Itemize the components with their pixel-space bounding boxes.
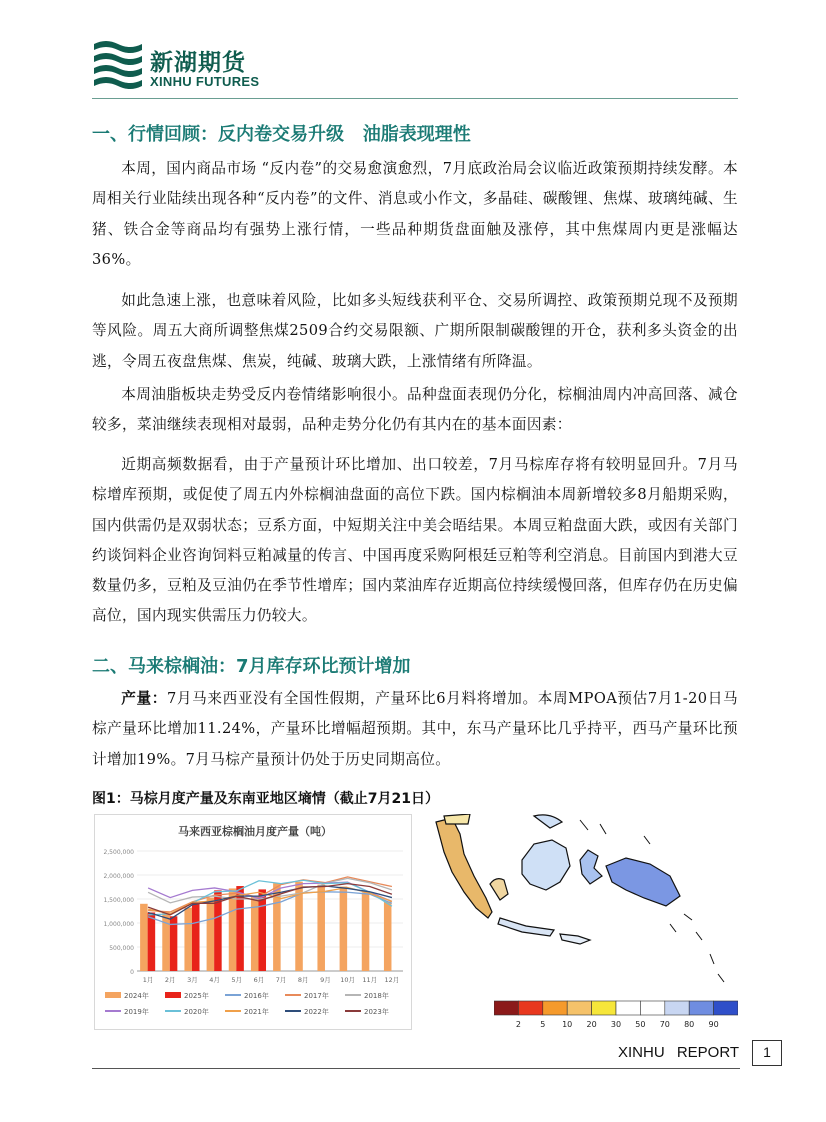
moisture-scale-label: 10 [562, 1020, 573, 1029]
chart-bar-2025年 [148, 912, 156, 971]
chart-legend-label: 2025年 [184, 992, 209, 1000]
section2-lead: 产量： [121, 690, 167, 707]
section1-paragraph-3: 本周油脂板块走势受反内卷情绪影响很小。品种盘面表现仍分化，棕榈油周内冲高回落、减仓较多，菜油继续表现相对最弱，品种走势分化仍有其内在的基本面因素： [92, 386, 738, 434]
moisture-scale-bar [494, 1000, 738, 1022]
moisture-scale-label: 50 [635, 1020, 646, 1029]
moisture-scale-label: 30 [610, 1020, 622, 1029]
chart-xtick-label: 4月 [209, 976, 220, 984]
moisture-scale-label: 2 [515, 1020, 521, 1029]
section1-paragraph-2: 如此急速上涨，也意味着风险，比如多头短线获利平仓、交易所调控、政策预期兑现不及预期等风险。周五大商所调整焦煤2509合约交易限额、广期所限制碳酸锂的开仓，获利多头资金的出逃，令周五夜盘焦煤、焦炭，纯碱、玻璃大跌，上涨情绪有所降温。 [92, 292, 738, 370]
chart-xtick-label: 1月 [142, 976, 154, 984]
soil-moisture-map-icon [430, 814, 740, 1024]
moisture-scale-label: 70 [659, 1020, 670, 1029]
chart-bar-2024年 [162, 911, 170, 971]
moisture-scale-cell [689, 1001, 713, 1015]
chart-xtick-label: 10月 [340, 976, 355, 984]
moisture-scale-cell [567, 1001, 591, 1015]
chart-bar-2024年 [384, 901, 392, 971]
moisture-scale-cell [494, 1001, 518, 1015]
chart-xtick-label: 9月 [320, 976, 331, 984]
moisture-scale-label: 80 [684, 1020, 695, 1029]
figure-caption: 图1：马棕月度产量及东南亚地区墒情（截止7月21日） [92, 791, 439, 807]
section1-heading: 一、行情回顾：反内卷交易升级 油脂表现理性 [92, 124, 471, 145]
moisture-scale-cell [640, 1001, 664, 1015]
chart-xtick-label: 11月 [362, 976, 378, 984]
section2-heading: 二、马来棕榈油：7月库存环比预计增加 [92, 656, 411, 677]
section1-paragraph-1: 本周，国内商品市场 “反内卷”的交易愈演愈烈，7月底政治局会议临近政策预期持续发酵。本周相关行业陆续出现各种“反内卷”的文件、消息或小作文，多晶硅、碳酸锂、焦煤、玻璃纯碱、生猪、铁合金等商品均有强势上涨行情，一些品种期货盘面触及涨停，其中焦煤周内更是涨幅达36%。 [92, 160, 738, 268]
chart-xtick-label: 3月 [187, 976, 198, 984]
chart-legend-label: 2024年 [124, 992, 149, 1000]
chart-xtick-label: 2月 [164, 976, 176, 984]
chart-ytick-label: 500,000 [109, 945, 134, 952]
chart-bar-2024年 [362, 892, 370, 971]
chart-legend-label: 2023年 [364, 1008, 389, 1016]
section2-paragraph-text: 7月马来西亚没有全国性假期，产量环比6月料将增加。本周MPOA预估7月1-20日马棕产量环比增加11.24%，产量环比增幅超预期。其中，东马产量环比几乎持平，西马产量环比预计增加19%。7月马棕产量预计仍处于历史同期高位。 [92, 690, 739, 768]
section1-paragraph-4: 近期高频数据看，由于产量预计环比增加、出口较差，7月马棕库存将有较明显回升。7月马棕增库预期，或促使了周五内外棕榈油盘面的高位下跌。国内棕榈油本周新增较多8月船期采购，国内供需仍是双弱状态；豆系方面，中短期关注中美会晤结果。本周豆粕盘面大跌，或因有关部门约谈饲料企业咨询饲料豆粕减量的传言、中国再度采购阿根廷豆粕等利空消息。目前国内到港大豆数量仍多，豆粕及豆油仍在季节性增库；国内菜油库存近期高位持续缓慢回落，但库存仍在历史偏高位，国内现实供需压力仍较大。 [92, 456, 738, 625]
palm-oil-production-chart [94, 814, 412, 1030]
chart-xtick-label: 6月 [253, 976, 265, 984]
header-divider [92, 98, 738, 99]
chart-bar-2025年 [258, 889, 266, 971]
moisture-scale-cell [714, 1001, 738, 1015]
chart-bar-2024年 [317, 885, 325, 971]
chart-legend-label: 2020年 [184, 1008, 209, 1016]
footer-report-label: XINHU REPORT [618, 1044, 740, 1061]
chart-legend-swatch [165, 992, 181, 998]
chart-legend-label: 2016年 [244, 992, 269, 1000]
chart-legend-label: 2019年 [124, 1008, 149, 1016]
moisture-scale-label: 5 [540, 1020, 546, 1029]
logo-english-name: XINHU FUTURES [150, 74, 260, 89]
chart-legend-label: 2018年 [364, 992, 389, 1000]
moisture-scale-cell [616, 1001, 640, 1015]
chart-xtick-label: 12月 [384, 976, 400, 984]
chart-bar-2024年 [207, 898, 215, 971]
chart-ytick-label: 2,500,000 [103, 849, 134, 856]
chart-ytick-label: 1,000,000 [103, 921, 134, 928]
logo-chinese-name: 新湖期货 [150, 50, 246, 76]
moisture-scale-cell [665, 1001, 689, 1015]
page-number: 1 [752, 1040, 782, 1066]
chart-bar-2024年 [340, 887, 348, 971]
chart-bar-2024年 [184, 908, 192, 971]
chart-bar-2024年 [229, 888, 237, 971]
moisture-scale-label: 90 [708, 1020, 719, 1029]
chart-legend-swatch [105, 992, 121, 998]
chart-legend-label: 2022年 [304, 1008, 329, 1016]
chart-bar-2024年 [251, 897, 259, 971]
chart-ytick-label: 1,500,000 [103, 897, 134, 904]
moisture-scale-cell [518, 1001, 542, 1015]
chart-ytick-label: 0 [130, 969, 134, 976]
footer-divider [92, 1068, 740, 1069]
moisture-scale-cell [543, 1001, 567, 1015]
section2-paragraph [92, 684, 738, 775]
moisture-scale-label: 20 [586, 1020, 597, 1029]
southeast-asia-soil-moisture-map [430, 814, 740, 1029]
moisture-scale-cell [592, 1001, 616, 1015]
chart-xtick-label: 8月 [297, 976, 309, 984]
chart-bar-2024年 [140, 904, 148, 971]
chart-legend-label: 2017年 [304, 992, 329, 1000]
chart-ytick-label: 2,000,000 [103, 873, 134, 880]
chart-svg [95, 815, 411, 1029]
chart-bar-2025年 [192, 904, 200, 971]
chart-legend-label: 2021年 [244, 1008, 269, 1016]
chart-title: 马来西亚棕榈油月度产量（吨） [178, 825, 332, 838]
chart-xtick-label: 7月 [275, 976, 287, 984]
chart-xtick-label: 5月 [231, 976, 243, 984]
